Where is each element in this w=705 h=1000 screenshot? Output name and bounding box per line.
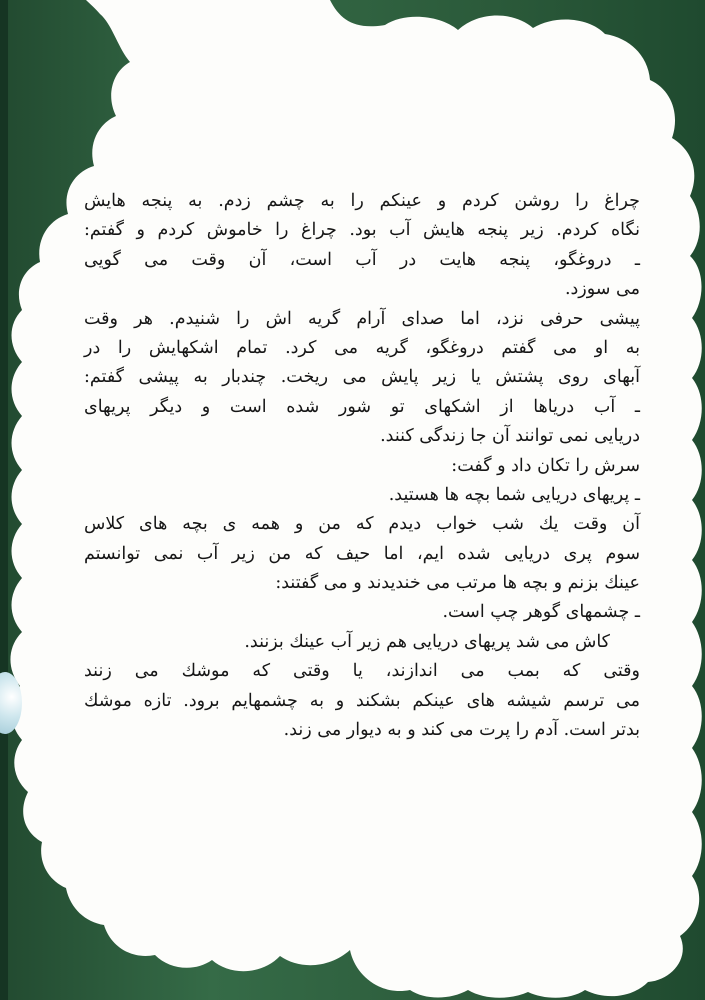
story-line: می ترسم شیشه های عینکم بشکند و به چشمهایم برود. تازه موشك	[84, 690, 640, 711]
story-line: وقتی که بمب می اندازند، یا وقتی که موشك می زنند	[84, 661, 640, 682]
story-text	[84, 187, 640, 745]
story-line: به او می گفتم دروغگو، گریه می کرد. تمام اشکهایش را در	[84, 337, 640, 358]
story-line: عینك بزنم و بچه ها مرتب می خندیدند و می گفتند:	[275, 573, 640, 594]
story-line: ـ چشمهای گوهر چپ است.	[442, 602, 640, 623]
story-line: بدتر است. آدم را پرت می کند و به دیوار می زند.	[283, 720, 640, 741]
story-line: کاش می شد پریهای دریایی هم زیر آب عینك بزنند.	[244, 631, 610, 652]
story-line: دریایی نمی توانند آن جا زندگی کنند.	[380, 426, 640, 447]
story-line: پیشی حرفی نزد، اما صدای آرام گریه اش را شنیدم. هر وقت	[84, 308, 640, 329]
story-line: می سوزد.	[564, 279, 640, 300]
story-line: نگاه کردم. زیر پنجه هایش آب بود. چراغ را خاموش کردم و گفتم:	[84, 220, 640, 241]
story-line: آبهای روی پشتش یا زیر پایش می ریخت. چندبار به پیشی گفتم:	[84, 367, 640, 388]
story-line: ـ پریهای دریایی شما بچه ها هستید.	[388, 484, 640, 505]
story-line: سرش را تکان داد و گفت:	[451, 455, 640, 476]
story-line: چراغ را روشن کردم و عینکم را به چشم زدم. به پنجه هایش	[84, 191, 640, 211]
story-line: ـ آب دریاها از اشکهای تو شور شده است و دیگر پریهای	[84, 396, 640, 417]
story-line: آن وقت یك شب خواب دیدم که من و همه ی بچه های کلاس	[84, 514, 640, 535]
story-line: ـ دروغگو، پنجه هایت در آب است، آن وقت می گویی	[84, 249, 640, 270]
story-line: سوم پری دریایی شده ایم، اما حیف که من زیر آب نمی توانستم	[84, 543, 640, 564]
